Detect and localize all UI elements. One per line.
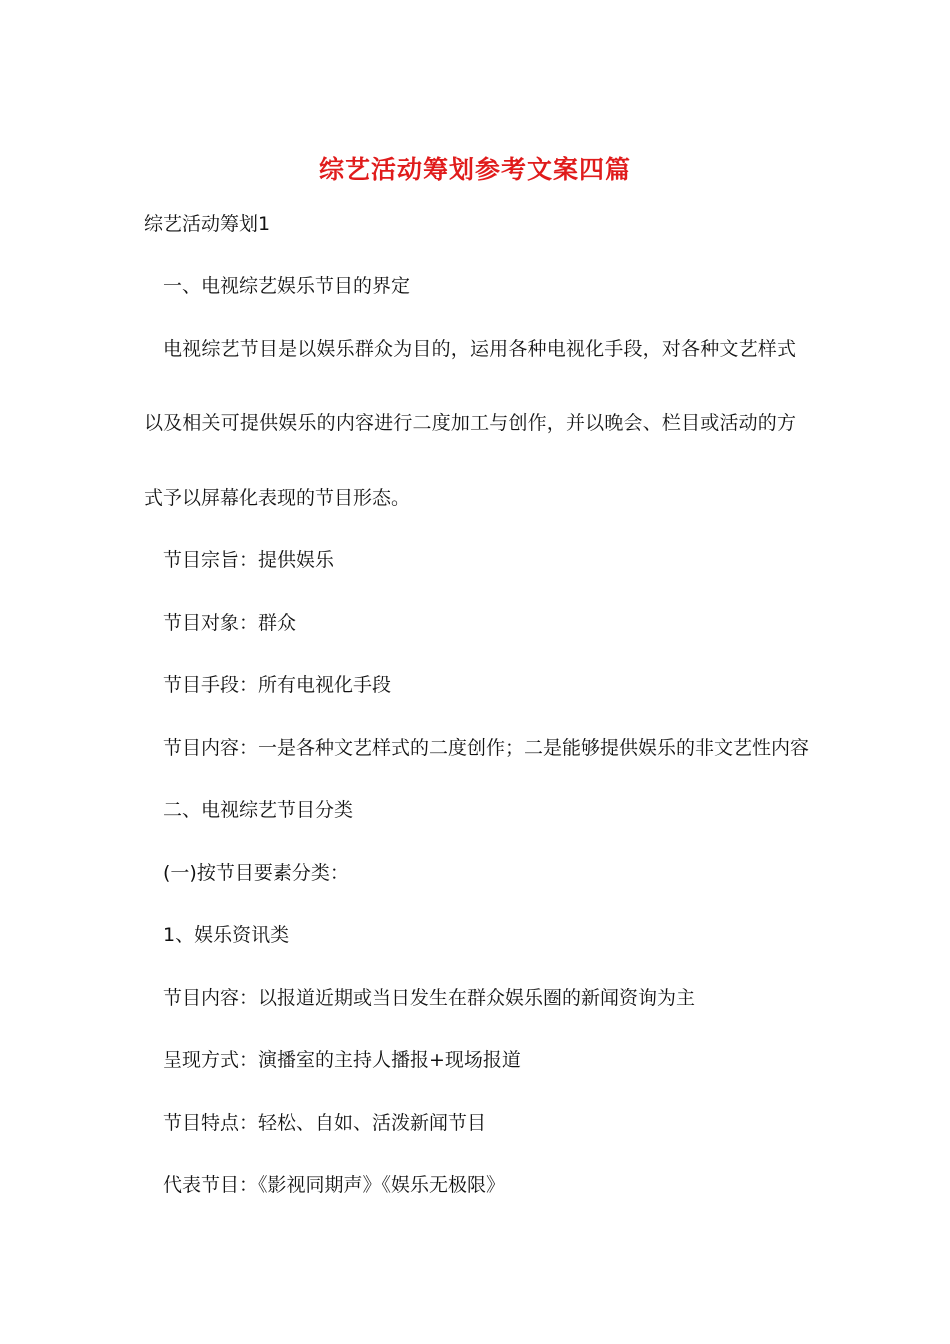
section-heading-1: 综艺活动筹划1 — [144, 213, 271, 235]
subheading-definition: 一、电视综艺娱乐节目的界定 — [163, 275, 411, 297]
paragraph-line-1: 电视综艺节目是以娱乐群众为目的，运用各种电视化手段，对各种文艺样式 — [163, 338, 796, 360]
category-content: 节目内容：以报道近期或当日发生在群众娱乐圈的新闻资询为主 — [163, 987, 696, 1009]
document-title: 综艺活动筹划参考文案四篇 — [318, 155, 631, 184]
category-presentation: 呈现方式：演播室的主持人播报+现场报道 — [163, 1049, 521, 1071]
paragraph-line-2: 以及相关可提供娱乐的内容进行二度加工与创作，并以晚会、栏目或活动的方 — [144, 412, 796, 434]
category-examples: 代表节目：《影视同期声》《娱乐无极限》 — [163, 1174, 506, 1196]
subheading-classification: 二、电视综艺节目分类 — [163, 799, 354, 821]
paragraph-line-3: 式予以屏幕化表现的节目形态。 — [144, 487, 411, 509]
program-means: 节目手段：所有电视化手段 — [163, 674, 392, 696]
classification-by-elements: (一)按节目要素分类： — [163, 862, 349, 884]
category-features: 节目特点：轻松、自如、活泼新闻节目 — [163, 1112, 487, 1134]
category-entertainment-news: 1、娱乐资讯类 — [163, 924, 290, 946]
program-purpose: 节目宗旨：提供娱乐 — [163, 549, 335, 571]
program-content: 节目内容：一是各种文艺样式的二度创作；二是能够提供娱乐的非文艺性内容 — [163, 737, 810, 759]
program-audience: 节目对象：群众 — [163, 612, 297, 634]
